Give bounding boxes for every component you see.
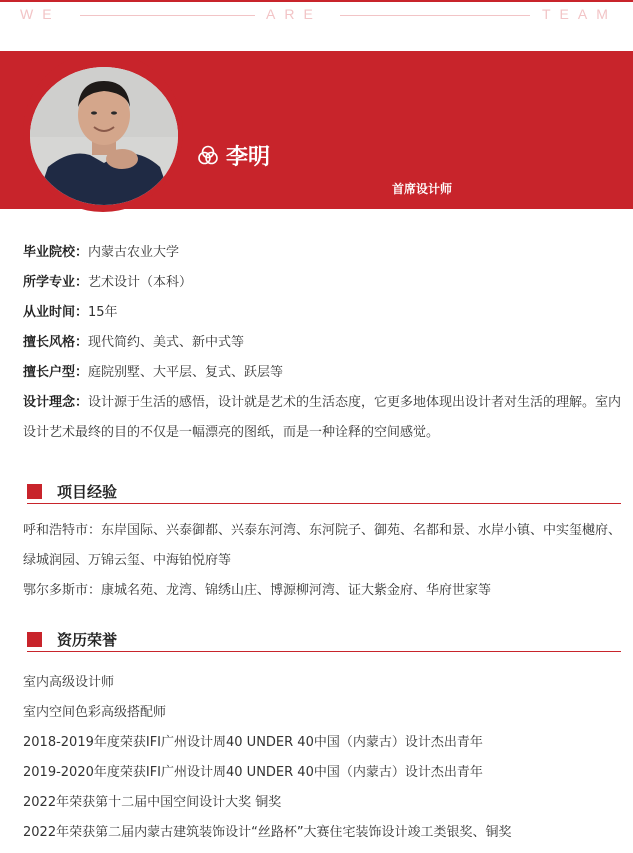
avatar <box>30 67 178 205</box>
info-row-house-type <box>23 358 623 388</box>
info-key: 毕业院校： <box>23 245 89 260</box>
honor-item: 室内空间色彩高级搭配师 <box>23 705 167 720</box>
info-key: 所学专业： <box>23 275 89 290</box>
header-word-are: ARE <box>266 6 322 22</box>
top-rule <box>0 0 633 2</box>
info-value: 现代简约、美式、新中式等 <box>88 335 245 350</box>
info-value: 设计源于生活的感悟，设计就是艺术的生活态度，它更多地体现出设计者对生活的理解。室内设计艺术最终的目的不仅是一幅漂亮的图纸，而是一种诠释的空间感觉。 <box>23 395 622 440</box>
info-key: 设计理念： <box>23 395 89 410</box>
info-value: 内蒙古农业大学 <box>88 245 180 260</box>
info-row-school <box>23 238 623 268</box>
info-row-major <box>23 268 623 298</box>
info-row-style <box>23 328 623 358</box>
honor-item: 2019-2020年度荣获IFI广州设计周40 UNDER 40中国（内蒙古）设计杰出青年 <box>23 765 483 780</box>
honor-item: 2018-2019年度荣获IFI广州设计周40 UNDER 40中国（内蒙古）设计杰出青年 <box>23 735 483 750</box>
trefoil-icon <box>197 144 219 166</box>
info-list <box>23 238 623 448</box>
projects-text <box>23 516 623 606</box>
info-key: 擅长户型： <box>23 365 89 380</box>
header-word-we: WE <box>20 6 61 22</box>
header-divider <box>340 15 530 16</box>
info-value: 15年 <box>88 305 118 320</box>
info-value: 艺术设计（本科） <box>88 275 193 290</box>
section-title: 资历荣誉 <box>57 631 118 649</box>
honor-item: 2022年荣获第十二届中国空间设计大奖 铜奖 <box>23 795 282 810</box>
section-title: 项目经验 <box>57 483 118 501</box>
header-divider <box>80 15 255 16</box>
section-underline <box>27 503 621 504</box>
designer-role: 首席设计师 <box>392 182 453 196</box>
info-value: 庭院别墅、大平层、复式、跃层等 <box>88 365 284 380</box>
info-row-philosophy <box>23 388 623 448</box>
project-line: 呼和浩特市：东岸国际、兴泰御都、兴泰东河湾、东河院子、御苑、名都和景、水岸小镇、中实玺樾府、绿城润园、万锦云玺、中海铂悦府等 <box>23 523 622 568</box>
info-key: 擅长风格： <box>23 335 89 350</box>
honors-list <box>23 668 623 848</box>
info-key: 从业时间： <box>23 305 89 320</box>
info-row-experience <box>23 298 623 328</box>
project-line: 鄂尔多斯市：康城名苑、龙湾、锦绣山庄、博源柳河湾、证大紫金府、华府世家等 <box>23 583 492 598</box>
honor-item: 2022年荣获第二届内蒙古建筑装饰设计“丝路杯”大赛住宅装饰设计竣工类银奖、铜奖 <box>23 825 512 840</box>
section-marker-icon <box>27 484 42 499</box>
header-word-team: TEAM <box>542 6 617 22</box>
top-decor-bar <box>0 0 633 28</box>
section-underline <box>27 651 621 652</box>
section-projects-header <box>27 480 621 504</box>
designer-name: 李明 <box>226 145 271 170</box>
section-honors-header <box>27 628 621 652</box>
honor-item: 室内高级设计师 <box>23 675 115 690</box>
section-marker-icon <box>27 632 42 647</box>
